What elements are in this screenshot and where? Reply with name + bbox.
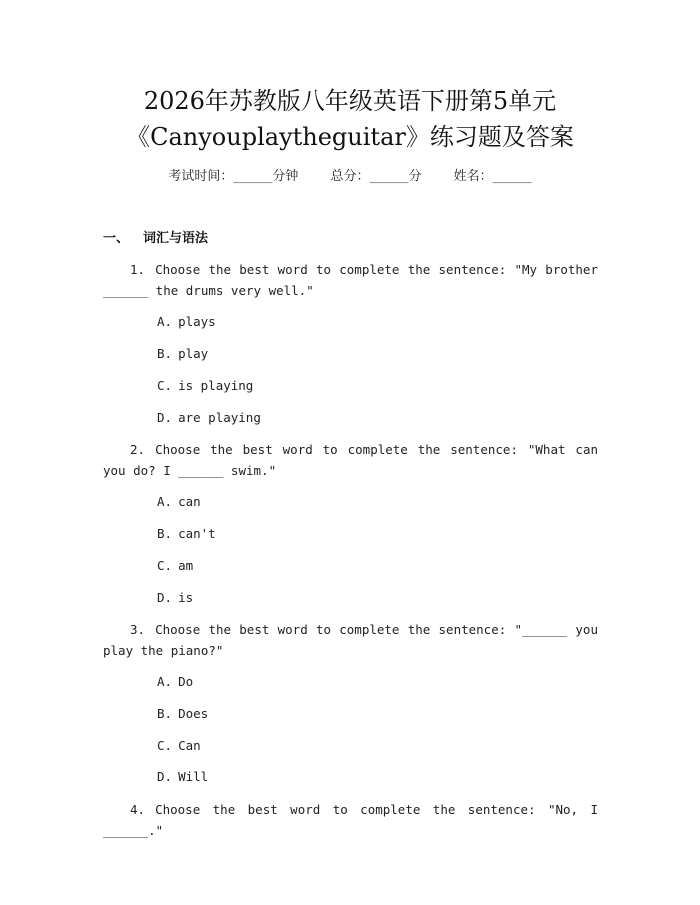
student-name-field: 姓名：______ [453, 169, 532, 184]
question-3-option-d [157, 768, 208, 786]
option-letter: A. [157, 314, 173, 329]
option-letter: A. [157, 494, 173, 509]
option-text: Will [178, 769, 209, 784]
question-2-option-c [157, 557, 193, 575]
option-text: is [178, 590, 194, 605]
option-letter: B. [157, 706, 173, 721]
exam-time-field: 考试时间：______分钟 [168, 169, 299, 184]
question-text: Choose the best word to complete the sentence: "No, I ______." [103, 802, 598, 838]
question-4 [103, 799, 598, 841]
question-1-option-d [157, 409, 261, 427]
option-letter: C. [157, 378, 173, 393]
question-3 [103, 619, 598, 661]
option-letter: D. [157, 590, 173, 605]
option-text: am [178, 558, 194, 573]
option-text: is playing [178, 378, 254, 393]
option-letter: B. [157, 526, 173, 541]
option-letter: A. [157, 674, 173, 689]
option-text: play [178, 346, 209, 361]
section-number: 一、 [103, 231, 130, 246]
option-text: Does [178, 706, 209, 721]
option-letter: D. [157, 769, 173, 784]
question-number: 1. [130, 262, 146, 277]
section-heading [103, 230, 208, 248]
question-1-option-b [157, 345, 208, 363]
question-text: Choose the best word to complete the sentence: "______ you play the piano?" [103, 622, 598, 658]
question-2-option-b [157, 525, 216, 543]
question-number: 2. [130, 442, 146, 457]
question-text: Choose the best word to complete the sentence: "My brother ______ the drums very well." [103, 262, 598, 298]
question-number: 3. [130, 622, 146, 637]
option-text: Do [178, 674, 194, 689]
option-text: can't [178, 526, 216, 541]
question-3-option-b [157, 705, 208, 723]
question-1-option-c [157, 377, 253, 395]
question-text: Choose the best word to complete the sentence: "What can you do? I ______ swim." [103, 442, 598, 478]
question-3-option-a [157, 673, 193, 691]
question-2 [103, 439, 598, 481]
option-text: are playing [178, 410, 261, 425]
question-1 [103, 259, 598, 301]
option-text: Can [178, 738, 201, 753]
question-2-option-a [157, 493, 201, 511]
option-letter: D. [157, 410, 173, 425]
question-number: 4. [130, 802, 146, 817]
option-letter: C. [157, 738, 173, 753]
total-score-field: 总分：______分 [330, 169, 422, 184]
question-2-option-d [157, 589, 193, 607]
exam-info-line [0, 168, 700, 186]
option-text: plays [178, 314, 216, 329]
option-letter: C. [157, 558, 173, 573]
option-letter: B. [157, 346, 173, 361]
document-title-line-1: 2026年苏教版八年级英语下册第5单元 [143, 87, 557, 115]
question-3-option-c [157, 737, 201, 755]
section-title: 词汇与语法 [143, 231, 209, 246]
option-text: can [178, 494, 201, 509]
question-1-option-a [157, 313, 216, 331]
document-title-line-2: 《Canyouplaytheguitar》练习题及答案 [126, 123, 574, 151]
